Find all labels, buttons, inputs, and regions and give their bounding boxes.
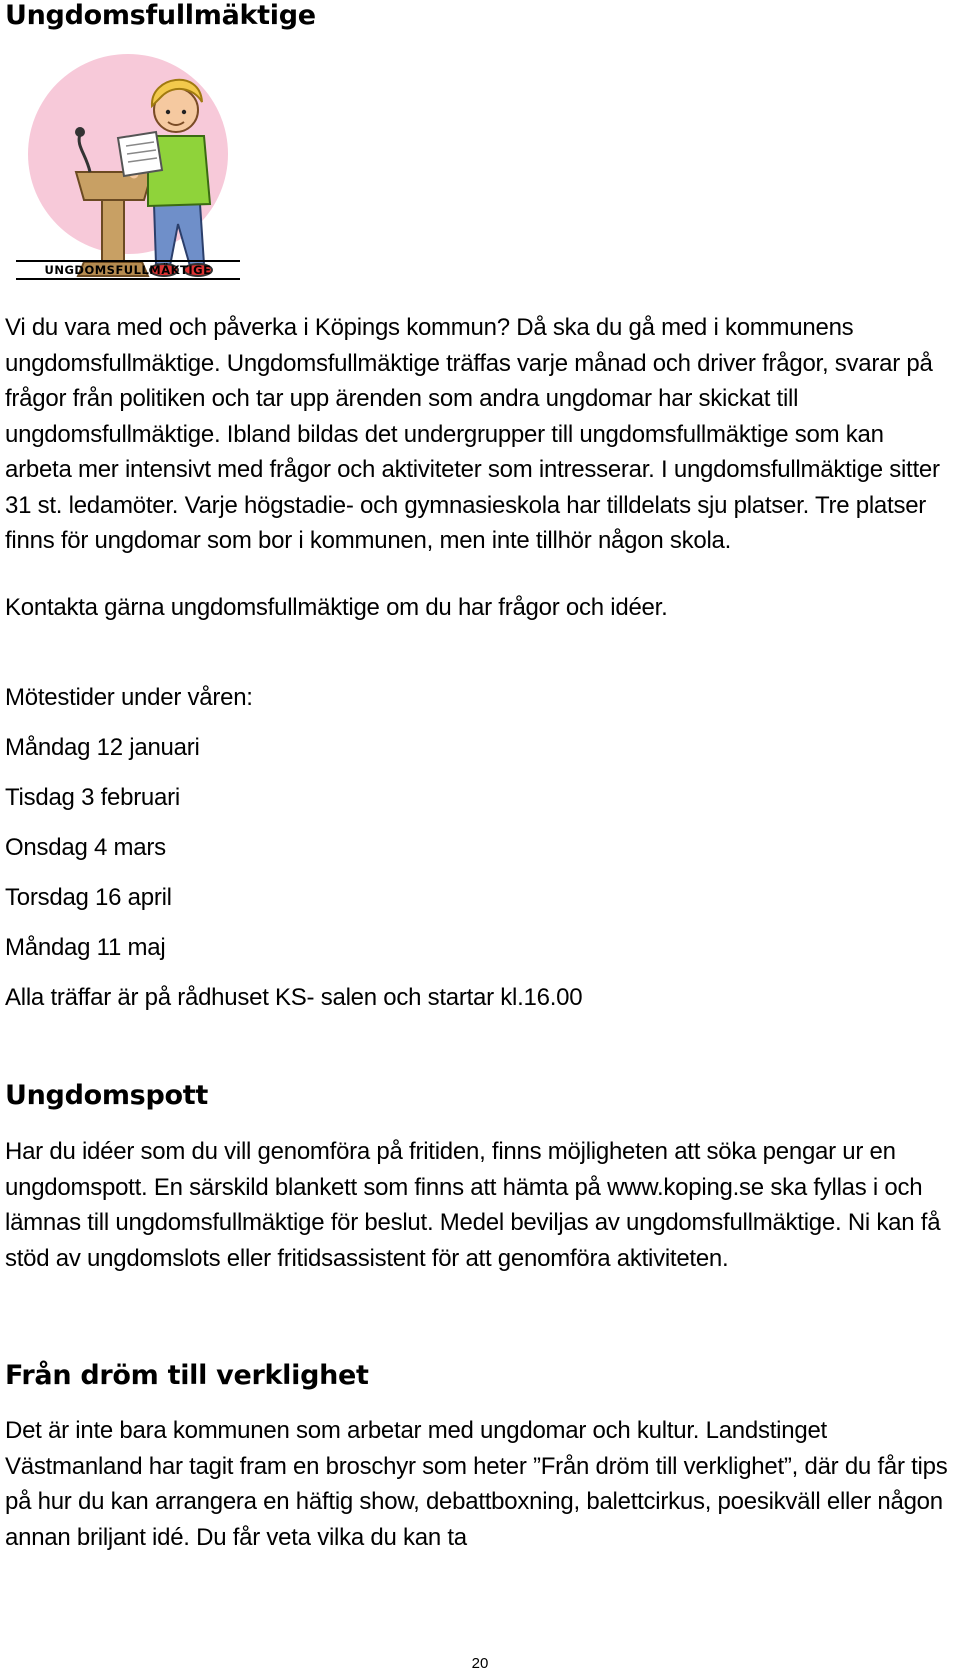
paper bbox=[118, 132, 162, 176]
podium bbox=[76, 172, 152, 200]
meetings-label: Mötestider under våren: bbox=[5, 684, 253, 711]
meeting-date: Måndag 11 maj bbox=[5, 934, 166, 961]
heading-fran-drom-till-verklighet: Från dröm till verklighet bbox=[5, 1360, 369, 1391]
logo-caption: UNGDOMSFULLMÄKTIGE bbox=[16, 260, 240, 280]
meeting-date: Torsdag 16 april bbox=[5, 884, 172, 911]
heading-ungdomspott: Ungdomspott bbox=[5, 1080, 208, 1111]
heading-ungdomsfullmaktige: Ungdomsfullmäktige bbox=[5, 0, 316, 31]
contact-text: Kontakta gärna ungdomsfullmäktige om du har frågor och idéer. bbox=[5, 594, 668, 621]
ungdomsfullmaktige-logo bbox=[14, 54, 258, 298]
fran-drom-paragraph: Det är inte bara kommunen som arbetar med ungdomar och kultur. Landstinget Västmanland har tagit fram en broschyr som heter ”Från dröm till verklighet”, där du får tips på hur du kan arrangera en häftig show, debattboxning, balettcirkus, poesikväll eller någon annan briljant idé. Du får veta vilka du kan ta bbox=[5, 1417, 948, 1551]
intro-paragraph: Vi du vara med och påverka i Köpings kommun? Då ska du gå med i kommunens ungdomsfullmäktige. Ungdomsfullmäktige träffas varje månad och driver frågor, svarar på frågor från politiken och tar upp ärenden som andra ungdomar har skickat till ungdomsfullmäktige. Ibland bildas det undergrupper till ungdomsfullmäktige som kan arbeta mer intensivt med frågor och aktiviteter som intresserar. I ungdomsfullmäktige sitter 31 st. ledamöter. Varje högstadie- och gymnasieskola har tilldelats sju platser. Tre platser finns för ungdomar som bor i kommunen, men inte tillhör någon skola. bbox=[5, 314, 940, 554]
page-number: 20 bbox=[471, 1655, 489, 1672]
meeting-location: Alla träffar är på rådhuset KS- salen och startar kl.16.00 bbox=[5, 984, 583, 1011]
ungdomspott-paragraph: Har du idéer som du vill genomföra på fritiden, finns möjligheten att söka pengar ur en ungdomspott. En särskild blankett som finns att hämta på www.koping.se ska fyllas i och lämnas till ungdomsfullmäktige för beslut. Medel beviljas av ungdomsfullmäktige. Ni kan få stöd av ungdomslots eller fritidsassistent för att genomföra aktiviteten. bbox=[5, 1138, 941, 1272]
meeting-date: Onsdag 4 mars bbox=[5, 834, 166, 861]
meeting-date: Måndag 12 januari bbox=[5, 734, 200, 761]
meeting-date: Tisdag 3 februari bbox=[5, 784, 180, 811]
podium-stand bbox=[102, 200, 124, 262]
